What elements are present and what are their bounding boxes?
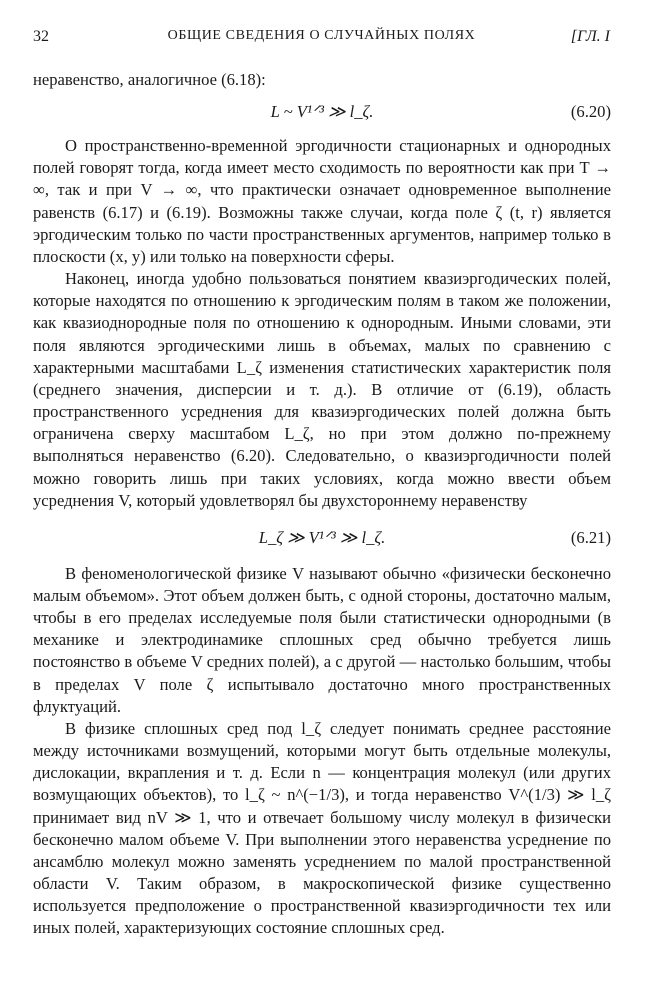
paragraph-phenomenological: В феноменологической физике V называют обычно «физически бесконечно малым объемом». Этот объем должен быть, с одной стороны, достаточно малым, чтобы в его пределах исследуемые поля были статистически однородными (в механике и электродинамике сплошных сред обычно требуется лишь постоянство в объеме V средних полей), а с другой — настолько большим, чтобы в пределах V поле ζ испытывало достаточно много пространственных флуктуаций.: [33, 563, 611, 716]
chapter-label: [ГЛ. I: [570, 28, 610, 45]
paragraph-ergodicity: О пространственно-временной эргодичности стационарных и однородных полей говорят тогда, когда имеет место сходимость по вероятности как при T → ∞, так и при V → ∞, что практически означает одновременное выполнение равенств (6.17) и (6.19). Возможны также случаи, когда поле ζ (t, r) является эргодическим только по части пространственных аргументов, например только в плоскости (x, y) или только на поверхности сферы.: [33, 136, 611, 266]
paragraph-quasi-ergodic: Наконец, иногда удобно пользоваться понятием квазиэргодических полей, которые находятся по отношению к эргодическим полям в таком же положении, как квазиоднородные поля по отношению к однородным. Иными словами, эти поля являются эргодическими лишь в объемах, малых по сравнению с характерными масштабами L_ζ изменения статистических характеристик поля (среднего значения, дисперсии и т. д.). В отличие от (6.19), область пространственного усреднения для квазиэргодических полей должна быть ограничена сверху масштабом L_ζ, но при этом должно по-прежнему выполняться неравенство (6.20). Следовательно, о квазиэргодичности полей можно говорить лишь при таких условиях, когда можно ввести объем усреднения V, который удовлетворял бы двухстороннему неравенству: [33, 269, 611, 510]
intro-line: неравенство, аналогичное (6.18):: [33, 70, 266, 89]
page-header: [33, 28, 610, 52]
equation-formula: L_ζ ≫ V¹ᐟ³ ≫ l_ζ.: [258, 527, 386, 547]
page-number: 32: [33, 28, 49, 45]
page-body: [33, 69, 611, 939]
equation-number: (6.21): [570, 527, 611, 547]
equation-6-21: [33, 518, 611, 558]
paragraph-continuum-physics: В физике сплошных сред под l_ζ следует понимать среднее расстояние между источниками возмущений, которыми могут быть отдельные молекулы, дислокации, вкрапления и т. д. Если n — концентрация молекул (или других возмущающих объектов), то l_ζ ~ n^(−1/3), и тогда неравенство V^(1/3) ≫ l_ζ принимает вид nV ≫ 1, что и отвечает большому числу молекул в физически бесконечно малом объеме V. При выполнении этого неравенства усреднение по ансамблю молекул можно заменять усреднением по малой пространственной области V. Таким образом, в макроскопической физике существенно используется предположение о пространственной квазиэргодичности тех или иных полей, характеризующих состояние сплошных сред.: [33, 718, 611, 938]
equation-formula: L ~ V¹ᐟ³ ≫ l_ζ.: [270, 102, 374, 122]
equation-6-20: [33, 92, 611, 132]
running-title: ОБЩИЕ СВЕДЕНИЯ О СЛУЧАЙНЫХ ПОЛЯХ: [167, 28, 476, 43]
equation-number: (6.20): [570, 102, 611, 122]
